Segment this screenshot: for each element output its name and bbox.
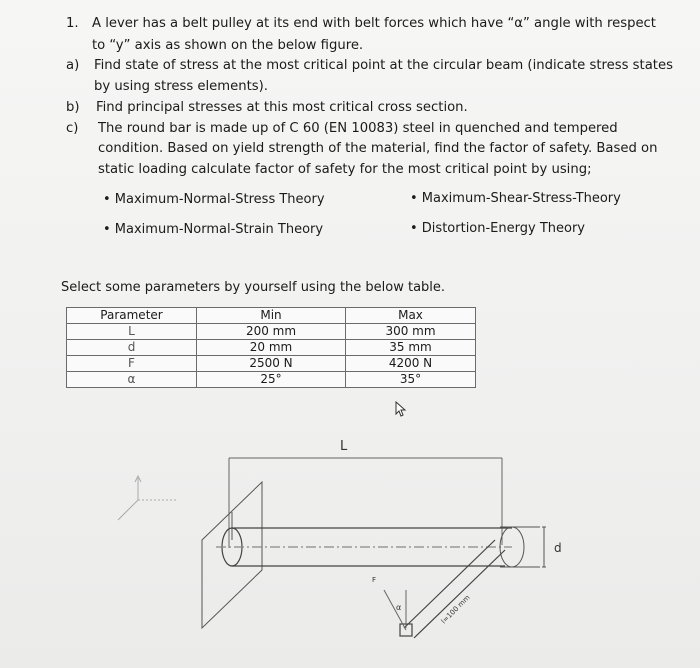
label-alpha: α	[396, 603, 402, 612]
theory-bullet: • Distortion-Energy Theory	[410, 221, 585, 236]
table-cell: F	[67, 356, 197, 372]
theory-bullet: • Maximum-Normal-Stress Theory	[103, 192, 325, 207]
part-b-line1: Find principal stresses at this most critical cross section.	[96, 100, 468, 115]
table-cell: α	[67, 372, 197, 388]
theory-bullet: • Maximum-Shear-Stress-Theory	[410, 191, 621, 206]
question-number: 1.	[66, 16, 79, 31]
table-cell: d	[67, 340, 197, 356]
table-cell: 35 mm	[346, 340, 476, 356]
dimension-L	[229, 458, 502, 548]
part-c-line3: static loading calculate factor of safety for the most critical point by using;	[98, 162, 592, 177]
table-cell: 25°	[197, 372, 346, 388]
wall-plate	[202, 482, 262, 628]
table-cell: 35°	[346, 372, 476, 388]
part-a-line1: Find state of stress at the most critical point at the circular beam (indicate stress states	[94, 58, 673, 73]
table-cell: 2500 N	[197, 356, 346, 372]
label-d: d	[554, 541, 562, 555]
force-line	[384, 590, 406, 630]
label-F: F	[372, 576, 377, 584]
part-b-label: b)	[66, 100, 80, 115]
dimension-d	[542, 527, 546, 567]
part-a-label: a)	[66, 58, 80, 73]
round-bar	[216, 528, 512, 566]
column-header: Parameter	[67, 308, 197, 324]
table-cell: L	[67, 324, 197, 340]
part-c-line2: condition. Based on yield strength of the material, find the factor of safety. Based on	[98, 141, 658, 156]
table-intro-text: Select some parameters by yourself using the below table.	[61, 280, 446, 295]
table-cell: 200 mm	[197, 324, 346, 340]
lever-arm	[400, 540, 505, 638]
column-header: Max	[346, 308, 476, 324]
question-text-line1: A lever has a belt pulley at its end with belt forces which have “α” angle with respect	[92, 16, 656, 31]
part-c-label: c)	[66, 121, 79, 136]
part-a-line2: by using stress elements).	[94, 79, 268, 94]
column-header: Min	[197, 308, 346, 324]
question-text-line2: to “y” axis as shown on the below figure.	[92, 38, 364, 53]
coordinate-axes	[118, 476, 176, 520]
label-L: L	[340, 439, 348, 454]
label-lever-length: l=100 mm	[439, 593, 472, 626]
theory-bullet: • Maximum-Normal-Strain Theory	[103, 222, 324, 237]
table-cell: 20 mm	[197, 340, 346, 356]
part-c-line1: The round bar is made up of C 60 (EN 10083) steel in quenched and tempered	[98, 121, 618, 136]
table-cell: 300 mm	[346, 324, 476, 340]
table-cell: 4200 N	[346, 356, 476, 372]
cursor-icon	[396, 402, 405, 416]
